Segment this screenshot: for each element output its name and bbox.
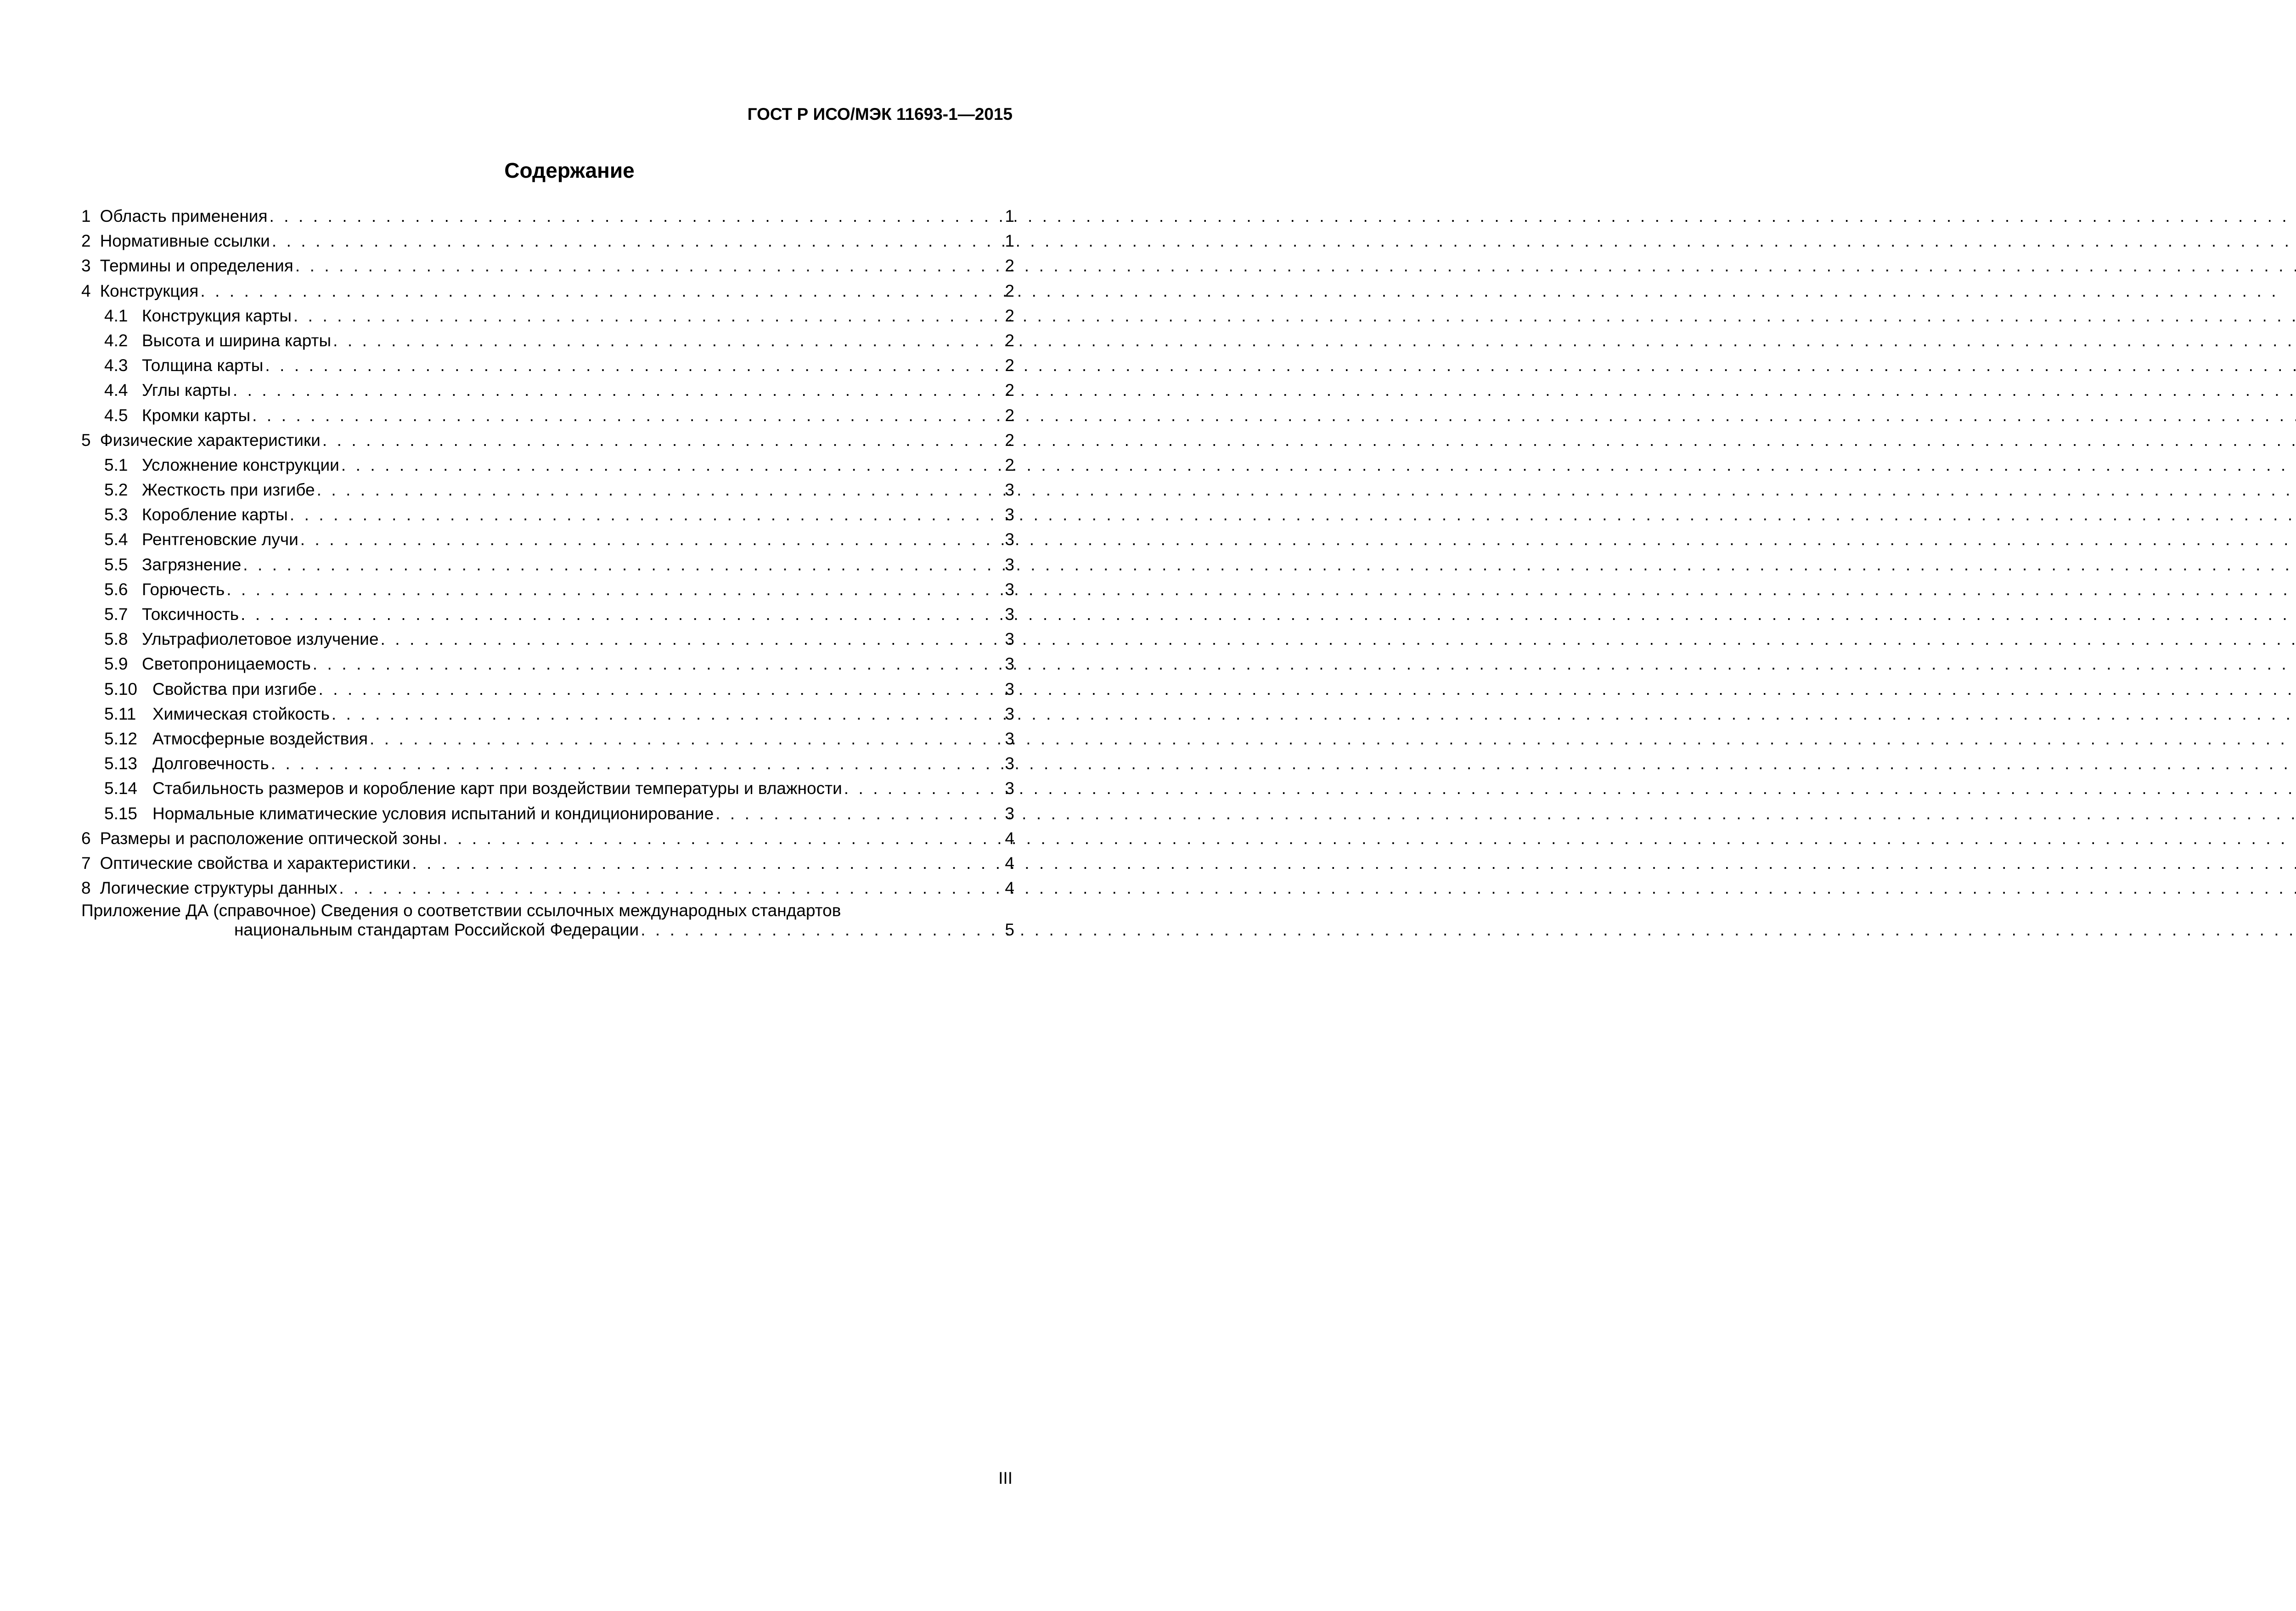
- toc-entry-4-2[interactable]: [81, 328, 1014, 353]
- leader-dots: [290, 502, 1004, 527]
- toc-entry-number: 4.5: [104, 406, 128, 425]
- toc-entry-number: 5.6: [104, 580, 128, 599]
- toc-entry-5-3[interactable]: [81, 502, 1014, 527]
- toc-entry-5-12[interactable]: [81, 727, 1014, 751]
- toc-entry-number: 5.7: [104, 605, 128, 624]
- page-number: III: [998, 1469, 1013, 1487]
- appendix-page: 5: [1005, 920, 1014, 940]
- leader-dots: [265, 353, 1004, 378]
- toc-entry-label: Жесткость при изгибе: [142, 480, 315, 500]
- toc-entry-number: 5.12: [104, 729, 138, 748]
- toc-entry-page: 2: [1005, 306, 1014, 325]
- leader-dots: [233, 378, 1004, 403]
- toc-entry-5-2[interactable]: [81, 478, 1014, 502]
- leader-dots: [200, 279, 1004, 304]
- toc-entry-label: Толщина карты: [142, 356, 264, 375]
- toc-entry-page: 3: [1005, 804, 1014, 823]
- toc-entry-label: Нормативные ссылки: [100, 231, 270, 251]
- leader-dots: [313, 652, 1004, 676]
- toc-entry-page: 2: [1005, 281, 1014, 300]
- toc-entry-page: 3: [1005, 530, 1014, 549]
- toc-entry-4-3[interactable]: [81, 353, 1014, 378]
- appendix-title-line-1: Приложение ДА (справочное) Сведения о соответствии ссылочных международных стандартов: [81, 901, 841, 920]
- toc-entry-label: Оптические свойства и характеристики: [100, 853, 411, 873]
- toc-entry-number: 4.4: [104, 381, 128, 400]
- leader-dots: [715, 801, 1004, 826]
- toc-entry-label: Свойства при изгибе: [152, 679, 317, 698]
- toc-entry-number: 2: [81, 231, 91, 251]
- toc-entry-7[interactable]: [81, 851, 1014, 876]
- leader-dots: [370, 727, 1004, 751]
- toc-entry-5-1[interactable]: [81, 453, 1014, 478]
- toc-entry-label: Кромки карты: [142, 406, 251, 425]
- leader-dots: [243, 552, 1004, 577]
- toc-entry-label: Атмосферные воздействия: [152, 729, 368, 748]
- toc-entry-label: Углы карты: [142, 381, 231, 400]
- leader-dots: [341, 453, 1004, 478]
- toc-entry-label: Конструкция карты: [142, 306, 292, 325]
- toc-entry-number: 5.13: [104, 754, 138, 773]
- toc-entry-label: Горючесть: [142, 580, 225, 599]
- toc-entry-page: 4: [1005, 828, 1014, 848]
- table-of-contents: [81, 204, 1014, 940]
- toc-entry-label: Логические структуры данных: [100, 879, 338, 898]
- leader-dots: [270, 204, 1004, 229]
- appendix-title-line-2: национальным стандартам Российской Федерации: [234, 920, 639, 940]
- toc-entry-8[interactable]: [81, 876, 1014, 901]
- toc-entry-number: 5.9: [104, 654, 128, 674]
- toc-entry-number: 5.14: [104, 779, 138, 798]
- toc-entry-2[interactable]: [81, 229, 1014, 253]
- toc-entry-number: 6: [81, 828, 91, 848]
- toc-entry-label: Конструкция: [100, 281, 199, 300]
- toc-entry-page: 2: [1005, 356, 1014, 375]
- toc-entry-page: 2: [1005, 430, 1014, 450]
- toc-entry-5-11[interactable]: [81, 702, 1014, 727]
- toc-entry-number: 5.10: [104, 679, 138, 698]
- toc-entry-number: 5.8: [104, 630, 128, 649]
- toc-entry-number: 4.3: [104, 356, 128, 375]
- toc-entry-page: 2: [1005, 406, 1014, 425]
- toc-entry-page: 3: [1005, 505, 1014, 524]
- leader-dots: [317, 478, 1004, 502]
- toc-entry-label: Ультрафиолетовое излучение: [142, 630, 379, 649]
- toc-entry-number: 5.15: [104, 804, 138, 823]
- toc-entry-3[interactable]: [81, 253, 1014, 278]
- toc-entry-number: 1: [81, 207, 91, 225]
- toc-entry-label: Светопроницаемость: [142, 654, 311, 674]
- toc-title: Содержание: [504, 158, 635, 182]
- toc-entry-number: 5.11: [104, 704, 136, 723]
- toc-entry-number: 8: [81, 879, 91, 898]
- toc-entry-4-4[interactable]: [81, 378, 1014, 403]
- toc-entry-page: 3: [1005, 779, 1014, 798]
- leader-dots: [226, 577, 1004, 602]
- leader-dots: [252, 403, 1004, 428]
- toc-entry-number: 4: [81, 281, 91, 300]
- toc-entry-5-5[interactable]: [81, 552, 1014, 577]
- toc-entry-page: 3: [1005, 654, 1014, 674]
- leader-dots: [241, 602, 1004, 627]
- toc-entry-label: Физические характеристики: [100, 430, 321, 450]
- leader-dots: [333, 328, 1004, 353]
- toc-entry-5-10[interactable]: [81, 677, 1014, 702]
- leader-dots: [332, 702, 1004, 727]
- leader-dots: [412, 851, 1004, 876]
- toc-entry-page: 3: [1005, 630, 1014, 649]
- toc-entry-label: Токсичность: [142, 605, 239, 624]
- leader-dots: [295, 253, 1004, 278]
- toc-entry-page: 3: [1005, 605, 1014, 624]
- leader-dots: [443, 826, 1004, 851]
- toc-entry-number: 5: [81, 430, 91, 450]
- leader-dots: [272, 229, 1004, 253]
- toc-entry-label: Коробление карты: [142, 505, 288, 524]
- appendix-title-line-2-row: [81, 920, 1014, 940]
- toc-entry-number: 7: [81, 853, 91, 873]
- toc-entry-5[interactable]: [81, 428, 1014, 453]
- toc-entry-number: 5.4: [104, 530, 128, 549]
- leader-dots: [271, 751, 1004, 776]
- toc-entry-4-5[interactable]: [81, 403, 1014, 428]
- toc-entry-5-13[interactable]: [81, 751, 1014, 776]
- toc-entry-page: 2: [1005, 256, 1014, 276]
- toc-entry-label: Термины и определения: [100, 256, 293, 276]
- toc-entry-label: Стабильность размеров и коробление карт при воздействии температуры и влажности: [152, 779, 842, 798]
- toc-entry-4[interactable]: [81, 279, 1014, 304]
- leader-dots: [300, 527, 1004, 552]
- toc-entry-number: 5.5: [104, 555, 128, 574]
- toc-entry-5-6[interactable]: [81, 577, 1014, 602]
- toc-entry-number: 5.1: [104, 455, 128, 474]
- toc-entry-label: Загрязнение: [142, 555, 242, 574]
- toc-entry-appendix[interactable]: [81, 901, 1014, 940]
- toc-entry-number: 4.2: [104, 331, 128, 350]
- toc-entry-label: Химическая стойкость: [152, 704, 330, 723]
- toc-entry-page: 2: [1005, 455, 1014, 474]
- toc-entry-number: 5.2: [104, 480, 128, 500]
- toc-entry-label: Высота и ширина карты: [142, 331, 332, 350]
- toc-entry-page: 3: [1005, 480, 1014, 500]
- leader-dots: [339, 876, 1004, 901]
- toc-entry-page: 2: [1005, 331, 1014, 350]
- toc-entry-1[interactable]: [81, 204, 1014, 229]
- toc-entry-page: 4: [1005, 879, 1014, 898]
- toc-entry-label: Нормальные климатические условия испытаний и кондиционирование: [152, 804, 714, 823]
- toc-entry-5-4[interactable]: [81, 527, 1014, 552]
- toc-entry-page: 3: [1005, 729, 1014, 748]
- toc-entry-label: Размеры и расположение оптической зоны: [100, 828, 441, 848]
- toc-entry-number: 3: [81, 256, 91, 276]
- toc-entry-label: Область применения: [100, 207, 268, 225]
- document-code: ГОСТ Р ИСО/МЭК 11693-1—2015: [747, 105, 1013, 124]
- toc-entry-5-7[interactable]: [81, 602, 1014, 627]
- toc-entry-page: 2: [1005, 381, 1014, 400]
- toc-entry-5-8[interactable]: [81, 627, 1014, 652]
- toc-entry-page: 3: [1005, 555, 1014, 574]
- toc-entry-page: 4: [1005, 853, 1014, 873]
- toc-entry-5-14[interactable]: [81, 776, 1014, 801]
- toc-entry-page: 3: [1005, 580, 1014, 599]
- leader-dots: [322, 428, 1004, 453]
- toc-entry-6[interactable]: [81, 826, 1014, 851]
- leader-dots: [844, 776, 1004, 801]
- leader-dots: [293, 304, 1004, 328]
- toc-entry-page: 3: [1005, 704, 1014, 723]
- leader-dots: [641, 920, 1004, 940]
- toc-entry-4-1[interactable]: [81, 304, 1014, 328]
- toc-entry-label: Рентгеновские лучи: [142, 530, 298, 549]
- toc-entry-5-9[interactable]: [81, 652, 1014, 676]
- toc-entry-page: 1: [1005, 207, 1014, 225]
- toc-entry-number: 5.3: [104, 505, 128, 524]
- leader-dots: [318, 677, 1004, 702]
- toc-entry-number: 4.1: [104, 306, 128, 325]
- toc-entry-label: Долговечность: [152, 754, 269, 773]
- toc-entry-page: 3: [1005, 679, 1014, 698]
- toc-entry-page: 1: [1005, 231, 1014, 251]
- leader-dots: [381, 627, 1004, 652]
- toc-entry-page: 3: [1005, 754, 1014, 773]
- toc-entry-5-15[interactable]: [81, 801, 1014, 826]
- toc-entry-label: Усложнение конструкции: [142, 455, 339, 474]
